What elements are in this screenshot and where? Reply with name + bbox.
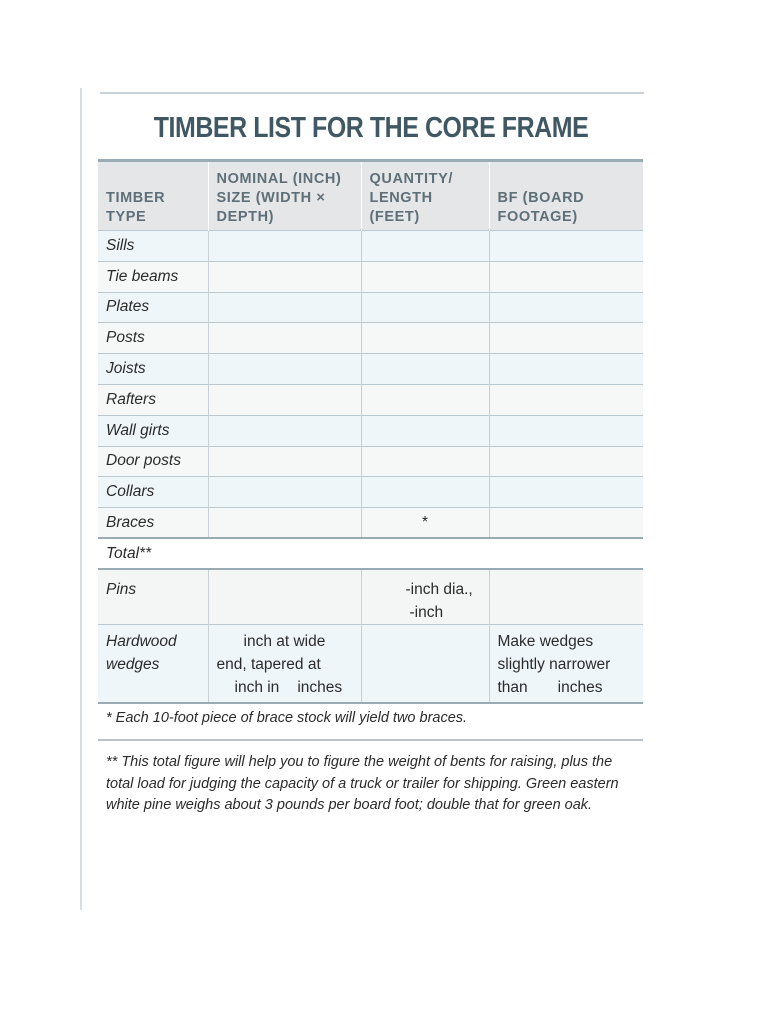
bf-cell [489, 384, 643, 415]
bf-cell [489, 354, 643, 385]
top-divider [100, 92, 644, 94]
table-row [98, 261, 643, 292]
bf-cell [489, 261, 643, 292]
wedges-quantity-cell [361, 625, 489, 703]
header-board-footage: BF (BOARD FOOTAGE) [489, 161, 643, 231]
pins-type-cell: Pins [106, 581, 137, 599]
wedges-type-line1: Hardwood [106, 633, 177, 651]
wedges-size-line3a: inch in [234, 679, 280, 697]
table-title: TIMBER LIST FOR THE CORE FRAME [153, 112, 589, 144]
wedges-size-cell [208, 625, 361, 703]
timber-table [98, 159, 643, 704]
wedges-row [98, 625, 643, 703]
header-timber-type: TIMBER TYPE [106, 190, 166, 225]
table-row [98, 508, 643, 539]
quantity-cell [361, 292, 489, 323]
bf-cell [489, 477, 643, 508]
pins-bf-cell [489, 569, 643, 625]
timber-type-cell: Sills [106, 236, 135, 254]
table-header-row [98, 161, 643, 231]
page-margin-rule [80, 88, 82, 910]
timber-type-cell: Wall girts [106, 421, 170, 439]
table-row [98, 477, 643, 508]
wedges-size-line3b: inches [297, 679, 343, 697]
timber-type-cell: Tie beams [106, 267, 179, 285]
wedges-bf-line2: slightly narrower [497, 656, 611, 674]
size-cell [208, 446, 361, 477]
size-cell [208, 477, 361, 508]
timber-type-cell: Posts [106, 329, 145, 347]
pins-quantity-line2: -inch [409, 604, 444, 622]
bf-cell [489, 231, 643, 262]
quantity-cell [361, 354, 489, 385]
quantity-cell [361, 477, 489, 508]
header-quantity-length: QUANTITY/ LENGTH (FEET) [361, 161, 489, 231]
table-row [98, 354, 643, 385]
quantity-cell [361, 323, 489, 354]
bf-cell [489, 323, 643, 354]
table-row [98, 384, 643, 415]
wedges-bf-line3a: than [497, 679, 528, 697]
bf-cell [489, 446, 643, 477]
quantity-cell [361, 415, 489, 446]
wedges-bf-cell [489, 625, 643, 703]
size-cell [208, 384, 361, 415]
size-cell [208, 323, 361, 354]
wedges-size-line2: end, tapered at [216, 656, 321, 674]
timber-type-cell: Rafters [106, 390, 156, 408]
bf-cell [489, 415, 643, 446]
header-nominal-size: NOMINAL (INCH) SIZE (WIDTH × DEPTH) [208, 161, 361, 231]
footnote-single-asterisk: * Each 10-foot piece of brace stock will yield two braces. [106, 710, 468, 726]
table-row [98, 231, 643, 262]
timber-type-cell: Joists [106, 360, 146, 378]
size-cell [208, 261, 361, 292]
footnote-double-asterisk: ** This total figure will help you to figure the weight of bents for raising, plus the total load for judging the capacity of a truck or trailer for shipping. Green eastern white pine weighs about 3 pounds per board foot; double that for green oak. [106, 754, 619, 813]
table-row [98, 446, 643, 477]
quantity-cell [361, 261, 489, 292]
wedges-size-line3 [217, 676, 353, 699]
timber-type-cell: Door posts [106, 452, 181, 470]
size-cell [208, 231, 361, 262]
pins-quantity-line1: -inch dia., [405, 581, 473, 599]
quantity-cell [361, 384, 489, 415]
size-cell [208, 292, 361, 323]
wedges-bf-line3 [498, 676, 636, 699]
bf-cell [489, 508, 643, 539]
pins-row [98, 569, 643, 625]
table-row [98, 323, 643, 354]
wedges-type-line2: wedges [106, 656, 160, 674]
size-cell [208, 508, 361, 539]
timber-type-cell: Braces [106, 513, 155, 531]
quantity-cell-asterisk: * [361, 508, 489, 539]
footnote-divider [98, 739, 643, 741]
timber-type-cell: Plates [106, 298, 150, 316]
table-row [98, 292, 643, 323]
total-label: Total** [106, 544, 152, 562]
size-cell [208, 354, 361, 385]
pins-size-cell [208, 569, 361, 625]
table-row [98, 415, 643, 446]
pins-quantity-cell [361, 569, 489, 625]
quantity-cell [361, 446, 489, 477]
wedges-size-line1: inch at wide [243, 633, 326, 651]
quantity-cell [361, 231, 489, 262]
timber-type-cell: Collars [106, 483, 155, 501]
wedges-type-cell [98, 625, 208, 703]
bf-cell [489, 292, 643, 323]
wedges-bf-line3b: inches [557, 679, 603, 697]
size-cell [208, 415, 361, 446]
wedges-bf-line1: Make wedges [497, 633, 594, 651]
total-row [98, 538, 643, 569]
